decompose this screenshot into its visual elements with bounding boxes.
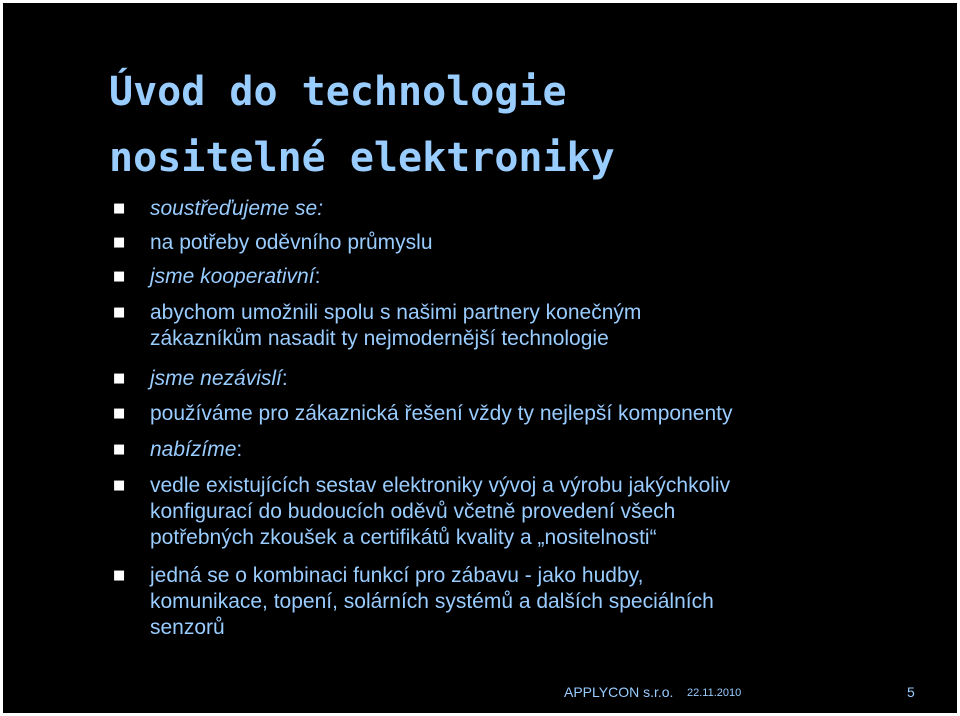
square-bullet-icon: ■ [113,235,126,250]
footer-date: 22.11.2010 [687,687,742,699]
list-item-line: senzorů [150,616,225,639]
list-item [113,230,910,256]
list-item-line: na potřeby oděvního průmyslu [150,231,433,254]
list-item [113,300,910,352]
list-item [113,366,910,392]
list-item [113,563,910,641]
list-item-line: potřebných zkoušek a certifikátů kvality a „nositelnosti“ [150,526,657,549]
list-item-line: vedle existujících sestav elektroniky vývoj a výrobu jakýchkoliv [150,474,731,497]
list-item-lead: soustřeďujeme se [150,197,318,220]
square-bullet-icon: ■ [113,442,126,457]
square-bullet-icon: ■ [113,305,126,320]
footer-company: APPLYCON s.r.o. [564,684,674,700]
square-bullet-icon: ■ [113,478,126,493]
list-item [113,196,910,222]
slide-title-line-2: nositelné elektroniky [109,135,615,181]
bullet-list [3,3,957,643]
footer-page-number: 5 [907,684,915,700]
list-item-colon: : [317,197,324,220]
list-item-line: používáme pro zákaznická řešení vždy ty nejlepší komponenty [150,402,733,425]
slide-title-line-1: Úvod do technologie [109,69,567,115]
square-bullet-icon: ■ [113,269,126,284]
list-item-line: jedná se o kombinaci funkcí pro zábavu - jako hudby, [150,564,644,587]
square-bullet-icon: ■ [113,568,126,583]
list-item-colon: : [314,265,321,288]
slide [3,3,957,713]
list-item-line: abychom umožnili spolu s našimi partnery konečným [150,301,642,324]
list-item-line: zákazníkům nasadit ty nejmodernější technologie [150,327,609,350]
list-item-lead: jsme kooperativní [150,265,315,288]
list-item-colon: : [281,367,288,390]
list-item-line: komunikace, topení, solárních systémů a dalších speciálních [150,590,714,613]
list-item [113,473,910,551]
list-item-lead: jsme nezávislí [150,367,282,390]
list-item [113,264,910,290]
square-bullet-icon: ■ [113,406,126,421]
list-item-line: konfigurací do budoucích oděvů včetně provedení všech [150,500,676,523]
square-bullet-icon: ■ [113,371,126,386]
list-item-lead: nabízíme [150,438,237,461]
list-item [113,401,910,427]
list-item [113,437,910,463]
square-bullet-icon: ■ [113,201,126,216]
list-item-colon: : [236,438,243,461]
